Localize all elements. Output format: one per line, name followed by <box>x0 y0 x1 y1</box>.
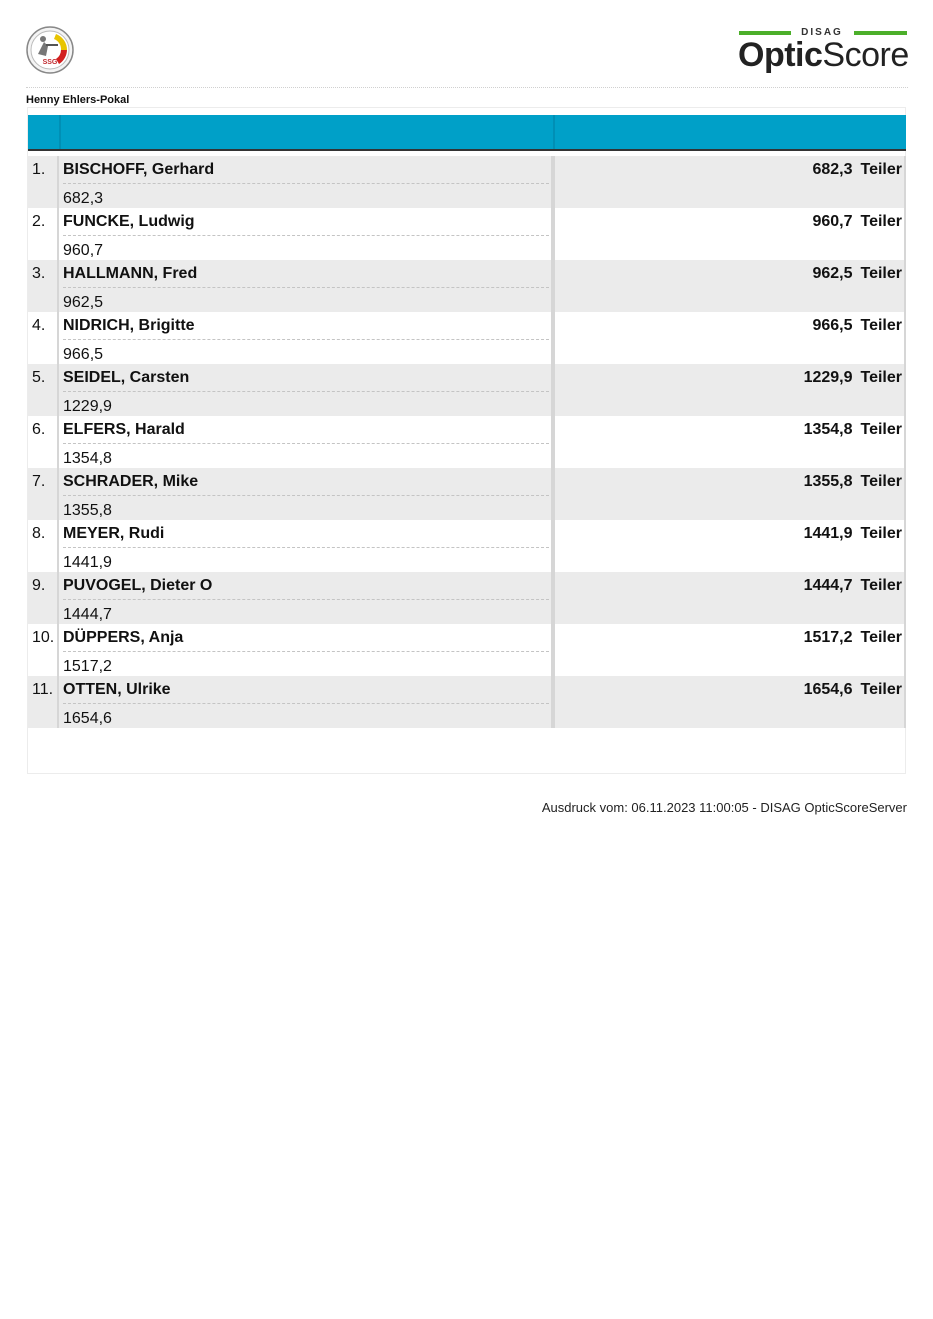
result-score-cell <box>553 312 906 364</box>
row-divider <box>63 599 549 600</box>
series-value: 682,3 <box>63 190 104 207</box>
shooter-name: BISCHOFF, Gerhard <box>63 161 215 178</box>
table-header-divider <box>59 115 61 149</box>
result-rank: 1. <box>28 156 59 208</box>
row-divider <box>63 183 549 184</box>
result-score-cell <box>553 364 906 416</box>
result-unit: Teiler <box>860 681 902 698</box>
brand-disag: DISAG <box>801 27 843 38</box>
result-unit: Teiler <box>860 473 902 490</box>
result-name-cell <box>59 260 553 312</box>
result-unit: Teiler <box>860 161 902 178</box>
brand-name-light: Score <box>822 36 909 74</box>
result-name-cell <box>59 572 553 624</box>
brand-name-bold: Optic <box>738 36 823 74</box>
shooter-name: NIDRICH, Brigitte <box>63 317 195 334</box>
header-divider <box>26 87 908 88</box>
result-name-cell <box>59 676 553 728</box>
series-value: 1355,8 <box>63 502 112 519</box>
result-score-cell <box>553 676 906 728</box>
series-value: 1354,8 <box>63 450 112 467</box>
result-name-cell <box>59 624 553 676</box>
table-header-rule <box>28 149 906 151</box>
result-row <box>28 572 906 624</box>
result-score-cell <box>553 624 906 676</box>
result-name-cell <box>59 208 553 260</box>
series-value: 962,5 <box>63 294 104 311</box>
row-divider <box>63 287 549 288</box>
table-header-divider <box>553 115 555 149</box>
print-footer: Ausdruck vom: 06.11.2023 11:00:05 - DISAG OpticScoreServer <box>541 800 907 815</box>
result-score-cell <box>553 520 906 572</box>
result-score: 1229,9 <box>803 369 853 386</box>
club-logo <box>26 26 74 74</box>
result-row <box>28 364 906 416</box>
document-title: Henny Ehlers-Pokal <box>26 94 130 106</box>
result-unit: Teiler <box>860 213 902 230</box>
shooter-name: ELFERS, Harald <box>63 421 185 438</box>
brand-line-left <box>739 31 791 35</box>
result-score-cell <box>553 260 906 312</box>
row-divider <box>63 443 549 444</box>
result-score: 1444,7 <box>803 577 853 594</box>
result-rank: 10. <box>28 624 59 676</box>
result-unit: Teiler <box>860 525 902 542</box>
shooter-name: OTTEN, Ulrike <box>63 681 171 698</box>
result-row <box>28 260 906 312</box>
result-unit: Teiler <box>860 577 902 594</box>
brand-name <box>738 36 909 74</box>
row-divider <box>63 391 549 392</box>
result-row <box>28 208 906 260</box>
result-row <box>28 156 906 208</box>
result-rank: 9. <box>28 572 59 624</box>
result-rank: 8. <box>28 520 59 572</box>
result-score: 966,5 <box>812 317 853 334</box>
result-score: 1654,6 <box>803 681 853 698</box>
result-score-cell <box>553 156 906 208</box>
result-row <box>28 520 906 572</box>
result-score: 682,3 <box>812 161 853 178</box>
series-value: 1229,9 <box>63 398 112 415</box>
shooter-name: MEYER, Rudi <box>63 525 165 542</box>
result-score: 1517,2 <box>803 629 853 646</box>
result-rank: 7. <box>28 468 59 520</box>
results-table <box>28 156 906 728</box>
result-name-cell <box>59 520 553 572</box>
result-score-cell <box>553 208 906 260</box>
row-divider <box>63 703 549 704</box>
series-value: 1654,6 <box>63 710 112 727</box>
row-divider <box>63 547 549 548</box>
result-name-cell <box>59 468 553 520</box>
result-row <box>28 416 906 468</box>
result-score: 960,7 <box>812 213 853 230</box>
series-value: 1441,9 <box>63 554 112 571</box>
result-score-cell <box>553 468 906 520</box>
result-row <box>28 624 906 676</box>
result-score: 1441,9 <box>803 525 853 542</box>
shooter-name: HALLMANN, Fred <box>63 265 198 282</box>
series-value: 1444,7 <box>63 606 112 623</box>
shooter-name: SEIDEL, Carsten <box>63 369 190 386</box>
shooter-name: SCHRADER, Mike <box>63 473 199 490</box>
result-row <box>28 312 906 364</box>
result-row <box>28 468 906 520</box>
result-unit: Teiler <box>860 265 902 282</box>
result-name-cell <box>59 312 553 364</box>
row-divider <box>63 495 549 496</box>
shooter-name: PUVOGEL, Dieter O <box>63 577 213 594</box>
shooter-name: FUNCKE, Ludwig <box>63 213 195 230</box>
result-row <box>28 676 906 728</box>
result-unit: Teiler <box>860 369 902 386</box>
row-divider <box>63 235 549 236</box>
result-unit: Teiler <box>860 317 902 334</box>
result-rank: 5. <box>28 364 59 416</box>
result-name-cell <box>59 156 553 208</box>
result-name-cell <box>59 416 553 468</box>
result-score: 962,5 <box>812 265 853 282</box>
result-score-cell <box>553 416 906 468</box>
brand-logo <box>736 28 908 74</box>
table-header-band <box>28 115 906 149</box>
result-score: 1355,8 <box>803 473 853 490</box>
result-score-cell <box>553 572 906 624</box>
series-value: 1517,2 <box>63 658 112 675</box>
result-rank: 2. <box>28 208 59 260</box>
brand-line-right <box>854 31 907 35</box>
shooter-name: DÜPPERS, Anja <box>63 629 184 646</box>
result-unit: Teiler <box>860 629 902 646</box>
result-rank: 4. <box>28 312 59 364</box>
result-rank: 3. <box>28 260 59 312</box>
result-name-cell <box>59 364 553 416</box>
series-value: 960,7 <box>63 242 104 259</box>
result-rank: 11. <box>28 676 59 728</box>
club-logo-text: SSG <box>42 59 58 66</box>
series-value: 966,5 <box>63 346 104 363</box>
row-divider <box>63 651 549 652</box>
result-score: 1354,8 <box>803 421 853 438</box>
result-unit: Teiler <box>860 421 902 438</box>
row-divider <box>63 339 549 340</box>
result-rank: 6. <box>28 416 59 468</box>
